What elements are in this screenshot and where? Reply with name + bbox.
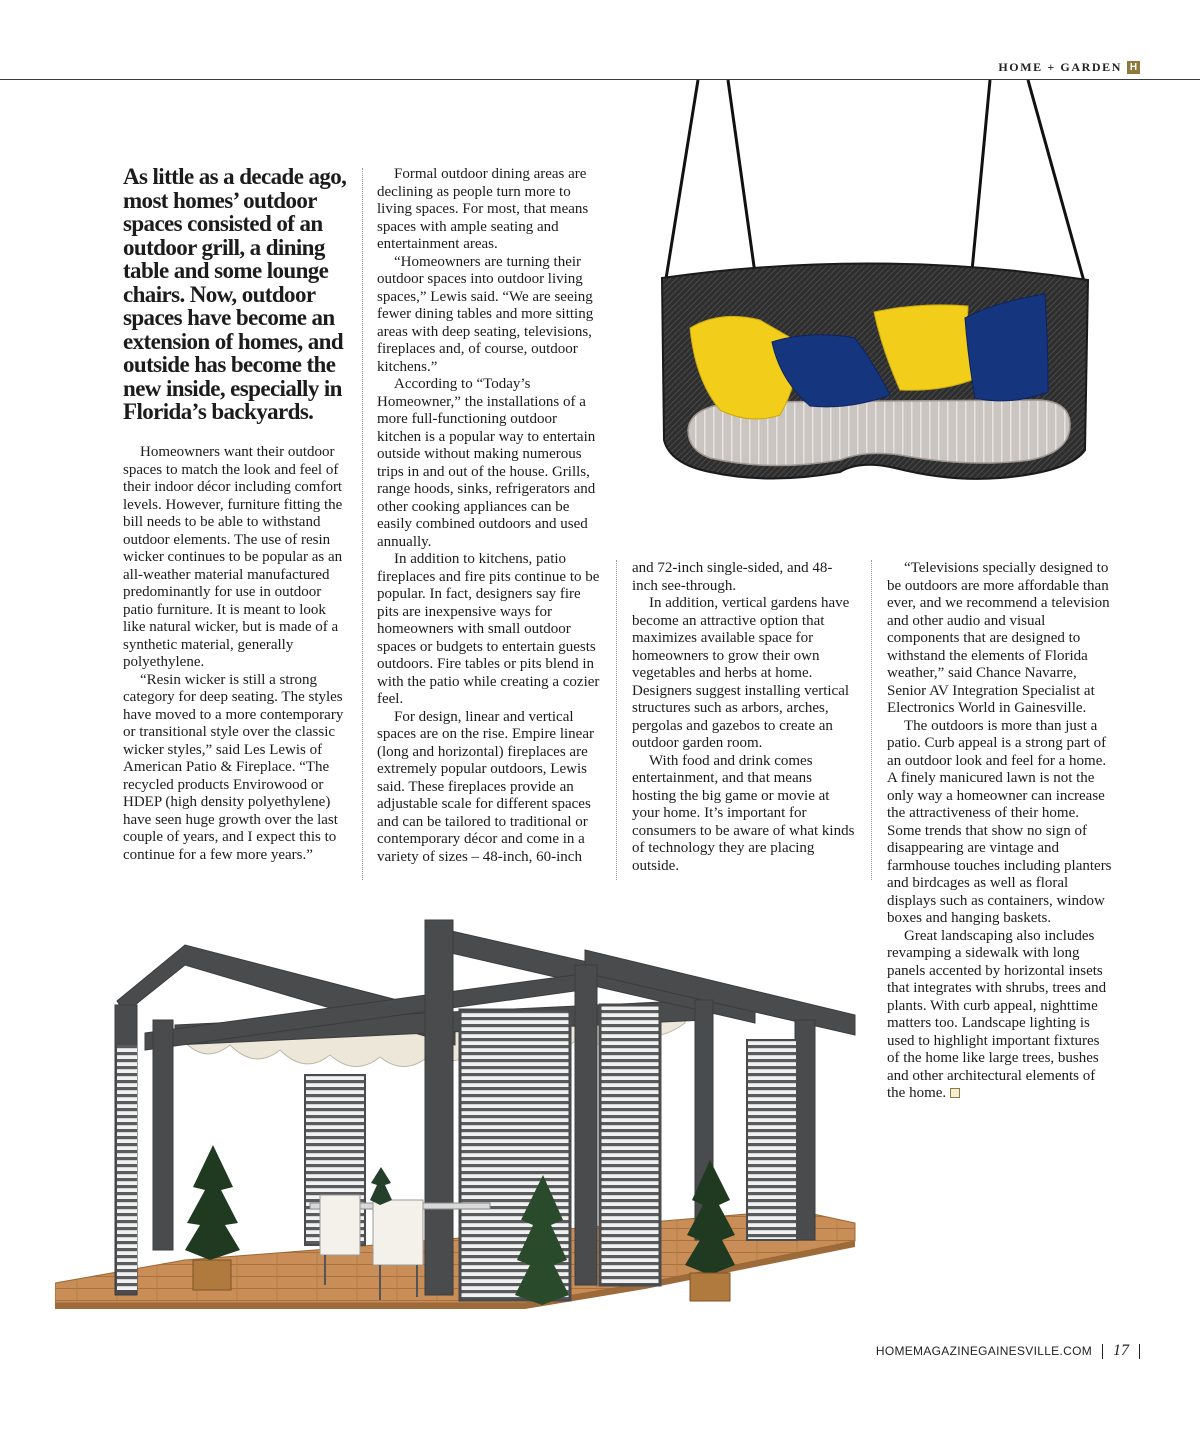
footer-separator	[1102, 1344, 1103, 1359]
page-number: 17	[1113, 1342, 1129, 1359]
col3-paragraph: In addition, vertical gardens have become an attractive option that maximizes available space for homeowners to grow their own vegetables and herbs at home. Designers suggest installing vertical structures such as arbors, arches, pergolas and gazebos to create an outdoor garden room.	[632, 595, 850, 751]
col4-paragraph	[887, 928, 1113, 1103]
louver-panel-left	[117, 1045, 137, 1290]
section-label	[998, 59, 1140, 75]
col2-paragraph: In addition to kitchens, patio fireplaces and fire pits continue to be popular. In fact, designers say fire pits are inexpensive ways for homeowners with small outdoor spaces or budgets to entertain guests outdoors. Fire tables or pits blend in with the patio while creating a cozier feel.	[377, 551, 600, 707]
swing-chair-image	[650, 80, 1100, 500]
louver-panel-front-2	[600, 1005, 660, 1285]
col3-paragraph: With food and drink comes entertainment, and that means hosting the big game or movie at your home. It’s important for consumers to be aware of what kinds of technology they are placing outside.	[632, 752, 855, 874]
website-url[interactable]: HOMEMAGAZINEGAINESVILLE.COM	[875, 1344, 1092, 1358]
col4-paragraph-text: Great landscaping also includes revamping a sidewalk with long panels accented by horizontal insets that integrates with shrubs, trees and plants. With curb appeal, nighttime matters too. Landscape lighting is used to highlight important fixtures of the home like large trees, bushes and other architectural elements of the home.	[887, 927, 1107, 1101]
column-2	[377, 166, 601, 866]
lead-paragraph: As little as a decade ago, most homes’ outdoor spaces consisted of an outdoor grill, a dining table and some lounge chairs. Now, outdoor spaces have become an extension of homes, and outside has become the new inside, especially in Florida’s backyards.	[123, 164, 347, 424]
col2-paragraph: “Homeowners are turning their outdoor spaces into outdoor living spaces,” Lewis said. “We are seeing fewer dining tables and more sitting areas with deep seating, televisions, fireplaces and, of course, outdoor kitchens.”	[377, 253, 594, 375]
col1-paragraph: “Resin wicker is still a strong category for deep seating. The styles have moved to a more contemporary or transitional style over the classic wicker styles,” said Les Lewis of American Patio & Fireplace. “The recycled products Envirowood or HDEP (high density polyethylene) have seen huge growth over the last couple of years, and I expect this to continue for a few more years.”	[123, 671, 344, 863]
col4-paragraph: The outdoors is more than just a patio. Curb appeal is a strong part of an outdoor look and feel for a home. A finely manicured lawn is not the only way a homeowner can increase the attractiveness of their home. Some trends that show no sign of disappearing are vintage and farmhouse touches including planters and birdcages as well as floral displays such as containers, window boxes and hanging baskets.	[887, 717, 1112, 926]
wooden-deck	[55, 1210, 855, 1303]
page-footer	[876, 1342, 1140, 1360]
column-3	[632, 560, 856, 875]
col2-paragraph: For design, linear and vertical spaces are on the rise. Empire linear (long and horizontal) fireplaces are extremely popular outdoors, Lewis said. These fireplaces provide an adjustable scale for different spaces and can be tailored to traditional or contemporary décor and come in a variety of sizes – 48-inch, 60-inch	[377, 708, 594, 865]
pergola-image	[55, 905, 875, 1325]
footer-separator	[1139, 1344, 1140, 1359]
col2-paragraph: According to “Today’s Homeowner,” the installations of a more full-functioning outdoor kitchen is a popular way to entertain outside without making numerous trips in and out of the house. Grills, range hoods, sinks, refrigerators and other cooking appliances can be easily combined outdoors and used annually.	[377, 376, 596, 550]
col2-paragraph: Formal outdoor dining areas are declining as people turn more to living spaces. For most, that means spaces with ample seating and entertainment areas.	[377, 166, 589, 252]
col1-paragraph: Homeowners want their outdoor spaces to match the look and feel of their indoor décor including comfort levels. However, furniture fitting the bill needs to be able to withstand outdoor elements. The use of resin wicker continues to be popular as an all-weather material manufactured predominantly for use in outdoor patio furniture. It is meant to look like natural wicker, but is made of a synthetic material, generally polyethylene.	[123, 444, 343, 670]
section-badge: H	[1127, 61, 1140, 74]
section-label-text: HOME + GARDEN	[998, 59, 1122, 74]
column-4	[887, 560, 1113, 1103]
column-divider	[362, 168, 363, 880]
column-divider	[616, 560, 617, 880]
louver-panel-right	[747, 1040, 797, 1240]
col4-paragraph: “Televisions specially designed to be outdoors are more affordable than ever, and we recommend a television and other audio and visual components that are designed to withstand the elements of Florida weather,” said Chance Navarre, Senior AV Integration Specialist at Electronics World in Gainesville.	[887, 560, 1110, 716]
column-divider	[871, 560, 872, 880]
col3-paragraph: and 72-inch single-sided, and 48-inch see-through.	[632, 560, 833, 594]
end-of-article-icon	[950, 1088, 960, 1098]
column-1	[123, 444, 347, 864]
